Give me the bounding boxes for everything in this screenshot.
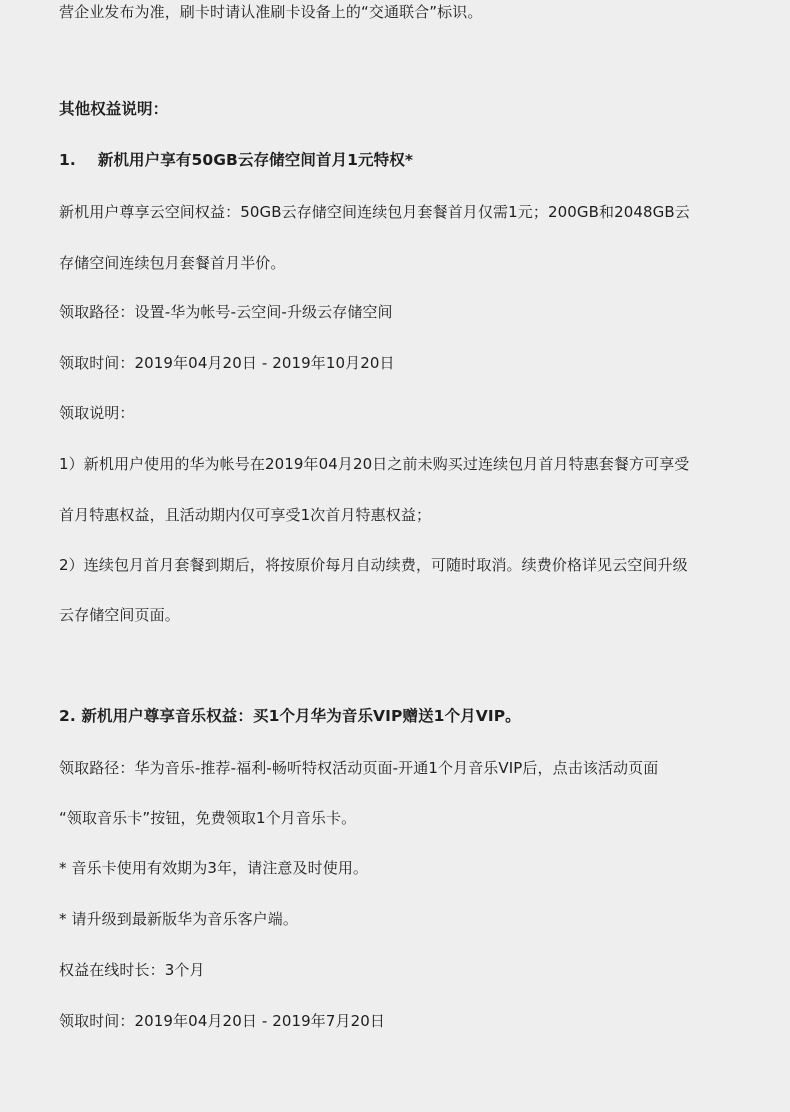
intro-text: 营企业发布为准，刷卡时请认准刷卡设备上的“交通联合”标识。 (59, 3, 483, 21)
music-claim-time: 领取时间：2019年04月20日 - 2019年7月20日 (59, 1012, 386, 1030)
cloud-note-2: 2）连续包月首月套餐到期后，将按原价每月自动续费，可随时取消。续费价格详见云空间升级 (59, 556, 688, 574)
music-claim-path: 领取路径：华为音乐-推荐-福利-畅听特权活动页面-开通1个月音乐VIP后，点击该活动页面 (59, 759, 659, 777)
music-claim-path-cont: “领取音乐卡”按钮，免费领取1个月音乐卡。 (59, 809, 357, 827)
other-benefits-heading: 其他权益说明： (59, 100, 169, 118)
cloud-benefit-title: 1. 新机用户享有50GB云存储空间首月1元特权* (59, 151, 414, 169)
cloud-claim-time: 领取时间：2019年04月20日 - 2019年10月20日 (59, 354, 395, 372)
cloud-benefit-description-cont: 存储空间连续包月套餐首月半价。 (59, 254, 286, 272)
cloud-claim-path: 领取路径：设置-华为帐号-云空间-升级云存储空间 (59, 303, 393, 321)
music-benefit-title: 2. 新机用户尊享音乐权益：买1个月华为音乐VIP赠送1个月VIP。 (59, 707, 521, 725)
cloud-note-1-cont: 首月特惠权益，且活动期内仅可享受1次首月特惠权益； (59, 506, 432, 524)
music-benefit-duration: 权益在线时长：3个月 (59, 961, 205, 979)
music-note-2: * 请升级到最新版华为音乐客户端。 (59, 910, 298, 928)
cloud-claim-notes-heading: 领取说明： (59, 404, 135, 422)
cloud-benefit-description: 新机用户尊享云空间权益：50GB云存储空间连续包月套餐首月仅需1元；200GB和2048GB云 (59, 203, 690, 221)
cloud-note-1: 1）新机用户使用的华为帐号在2019年04月20日之前未购买过连续包月首月特惠套餐方可享受 (59, 455, 690, 473)
cloud-note-2-cont: 云存储空间页面。 (59, 606, 180, 624)
music-note-1: * 音乐卡使用有效期为3年，请注意及时使用。 (59, 859, 369, 877)
